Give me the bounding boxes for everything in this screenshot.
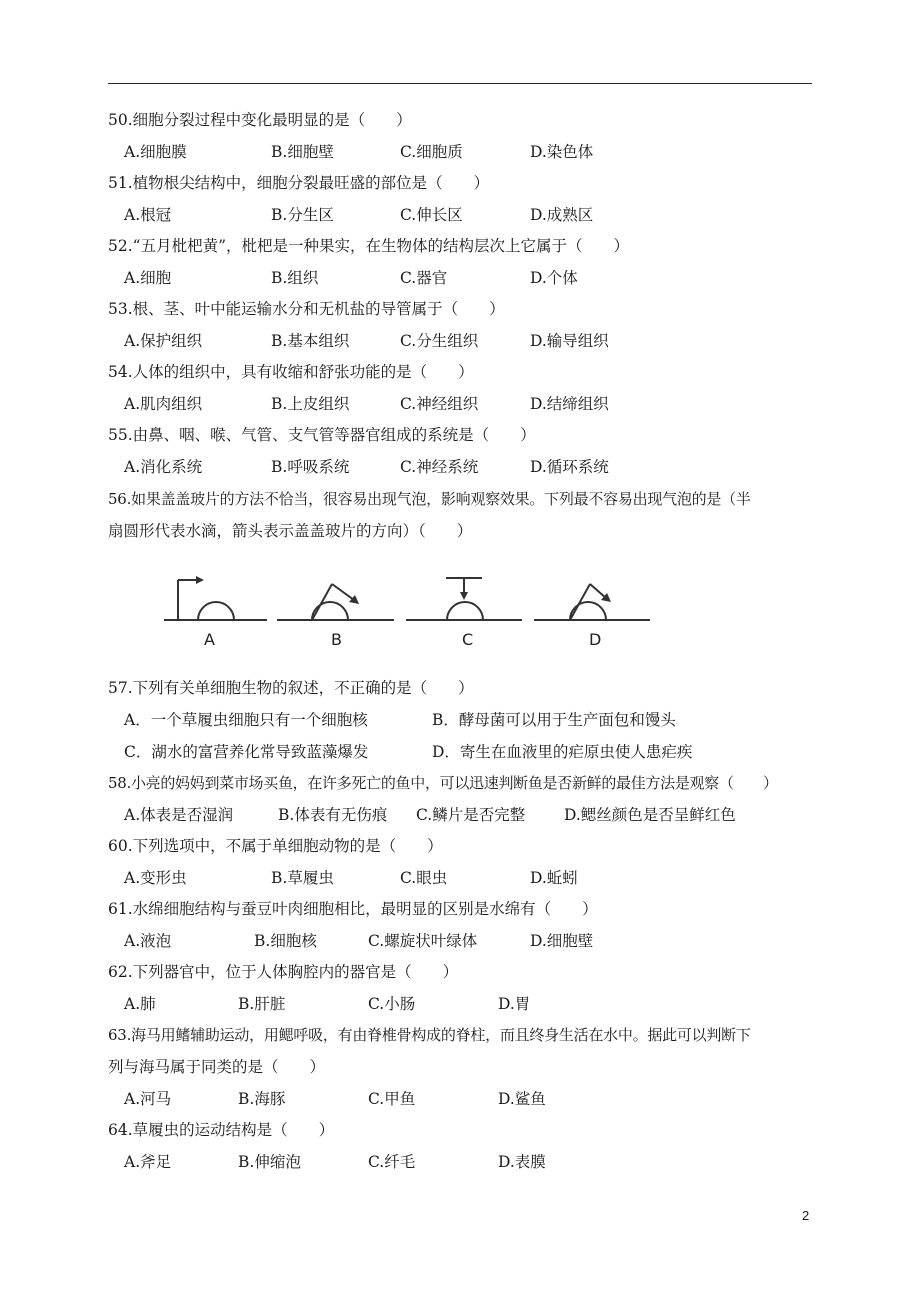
question-64-stem: 64.草履虫的运动结构是（ ）: [108, 1121, 335, 1139]
option-a: A.体表是否湿润: [124, 806, 234, 824]
option-b: B.海豚: [238, 1090, 286, 1108]
option-b: B.呼吸系统: [271, 458, 350, 476]
option-d: D.细胞壁: [530, 932, 594, 950]
option-c: C.神经组织: [400, 395, 479, 413]
question-61-stem: 61.水绵细胞结构与蚕豆叶肉细胞相比，最明显的区别是水绵有（ ）: [108, 900, 598, 918]
option-a: A．一个草履虫细胞只有一个细胞核: [124, 711, 368, 729]
option-b: B．酵母菌可以用于生产面包和馒头: [432, 711, 676, 729]
option-a: A.肌肉组织: [124, 395, 203, 413]
question-56-stem-line2: 扇圆形代表水滴，箭头表示盖盖玻片的方向）（ ）: [108, 522, 473, 540]
question-54-stem: 54.人体的组织中，具有收缩和舒张功能的是（ ）: [108, 363, 474, 381]
option-c: C.纤毛: [368, 1153, 416, 1171]
option-a: A.消化系统: [124, 458, 203, 476]
option-d: D.表膜: [498, 1153, 546, 1171]
option-a: A.细胞膜: [124, 143, 187, 161]
figure-label-d: D: [589, 630, 602, 649]
option-a: A.保护组织: [124, 332, 203, 350]
coverslip-diagrams: [162, 568, 774, 628]
option-c: C.伸长区: [400, 206, 463, 224]
droplet-a: [198, 602, 234, 620]
question-56-stem-line1: 56.如果盖盖玻片的方法不恰当，很容易出现气泡，影响观察效果。下列最不容易出现气泡的是（半: [108, 490, 751, 508]
option-b: B.草履虫: [271, 869, 334, 887]
coverslip-figure: [162, 568, 774, 652]
option-d: D.循环系统: [530, 458, 609, 476]
option-b: B.上皮组织: [271, 395, 350, 413]
question-58-stem: 58.小亮的妈妈到菜市场买鱼，在许多死亡的鱼中，可以迅速判断鱼是否新鲜的最佳方法是观察（ ）: [108, 774, 778, 792]
option-c: C.小肠: [368, 995, 416, 1013]
option-c: C.甲鱼: [368, 1090, 416, 1108]
option-c: C.螺旋状叶绿体: [368, 932, 478, 950]
option-a: A.根冠: [124, 206, 172, 224]
option-b: B.细胞核: [254, 932, 317, 950]
option-a: A.细胞: [124, 269, 172, 287]
question-53-stem: 53.根、茎、叶中能运输水分和无机盐的导管属于（ ）: [108, 300, 505, 318]
option-d: D.个体: [530, 269, 578, 287]
option-d: D.胃: [498, 995, 531, 1013]
option-c: C.分生组织: [400, 332, 479, 350]
option-c: C.细胞质: [400, 143, 463, 161]
option-a: A.变形虫: [124, 869, 187, 887]
page-number: 2: [802, 1208, 810, 1223]
option-d: D．寄生在血液里的疟原虫使人患疟疾: [432, 743, 693, 761]
option-c: C.鳞片是否完整: [416, 806, 526, 824]
option-b: B.肝脏: [238, 995, 286, 1013]
option-b: B.组织: [271, 269, 319, 287]
option-c: C．湖水的富营养化常导致蓝藻爆发: [124, 743, 369, 761]
option-d: D.鲨鱼: [498, 1090, 546, 1108]
question-50-stem: 50.细胞分裂过程中变化最明显的是（ ）: [108, 111, 412, 129]
question-63-stem-line1: 63.海马用鳍辅助运动，用鳃呼吸，有由脊椎骨构成的脊柱，而且终身生活在水中。据此可以判断下: [108, 1026, 751, 1044]
option-c: C.器官: [400, 269, 448, 287]
option-b: B.分生区: [271, 206, 334, 224]
figure-label-c: C: [462, 630, 474, 649]
question-62-stem: 62.下列器官中，位于人体胸腔内的器官是（ ）: [108, 963, 459, 981]
question-63-stem-line2: 列与海马属于同类的是（ ）: [108, 1058, 326, 1076]
option-b: B.伸缩泡: [238, 1153, 301, 1171]
option-d: D.蚯蚓: [530, 869, 578, 887]
option-d: D.输导组织: [530, 332, 609, 350]
option-a: A.肺: [124, 995, 156, 1013]
option-a: A.河马: [124, 1090, 172, 1108]
question-60-stem: 60.下列选项中，不属于单细胞动物的是（ ）: [108, 837, 443, 855]
option-a: A.斧足: [124, 1153, 172, 1171]
option-b: B.体表有无伤痕: [278, 806, 388, 824]
option-d: D.结缔组织: [530, 395, 609, 413]
droplet-c: [447, 602, 483, 620]
option-a: A.液泡: [124, 932, 172, 950]
question-55-stem: 55.由鼻、咽、喉、气管、支气管等器官组成的系统是（ ）: [108, 426, 536, 444]
option-d: D.成熟区: [530, 206, 594, 224]
figure-label-a: A: [204, 630, 215, 649]
header-rule: [108, 83, 812, 84]
option-c: C.神经系统: [400, 458, 479, 476]
option-b: B.细胞壁: [271, 143, 334, 161]
option-c: C.眼虫: [400, 869, 448, 887]
figure-label-b: B: [331, 630, 342, 649]
question-57-stem: 57.下列有关单细胞生物的叙述，不正确的是（ ）: [108, 679, 474, 697]
option-d: D.鳃丝颜色是否呈鲜红色: [564, 806, 736, 824]
option-b: B.基本组织: [271, 332, 350, 350]
option-d: D.染色体: [530, 143, 594, 161]
question-52-stem: 52.“五月枇杷黄”，枇杷是一种果实，在生物体的结构层次上它属于（ ）: [108, 237, 630, 255]
question-51-stem: 51.植物根尖结构中，细胞分裂最旺盛的部位是（ ）: [108, 174, 490, 192]
